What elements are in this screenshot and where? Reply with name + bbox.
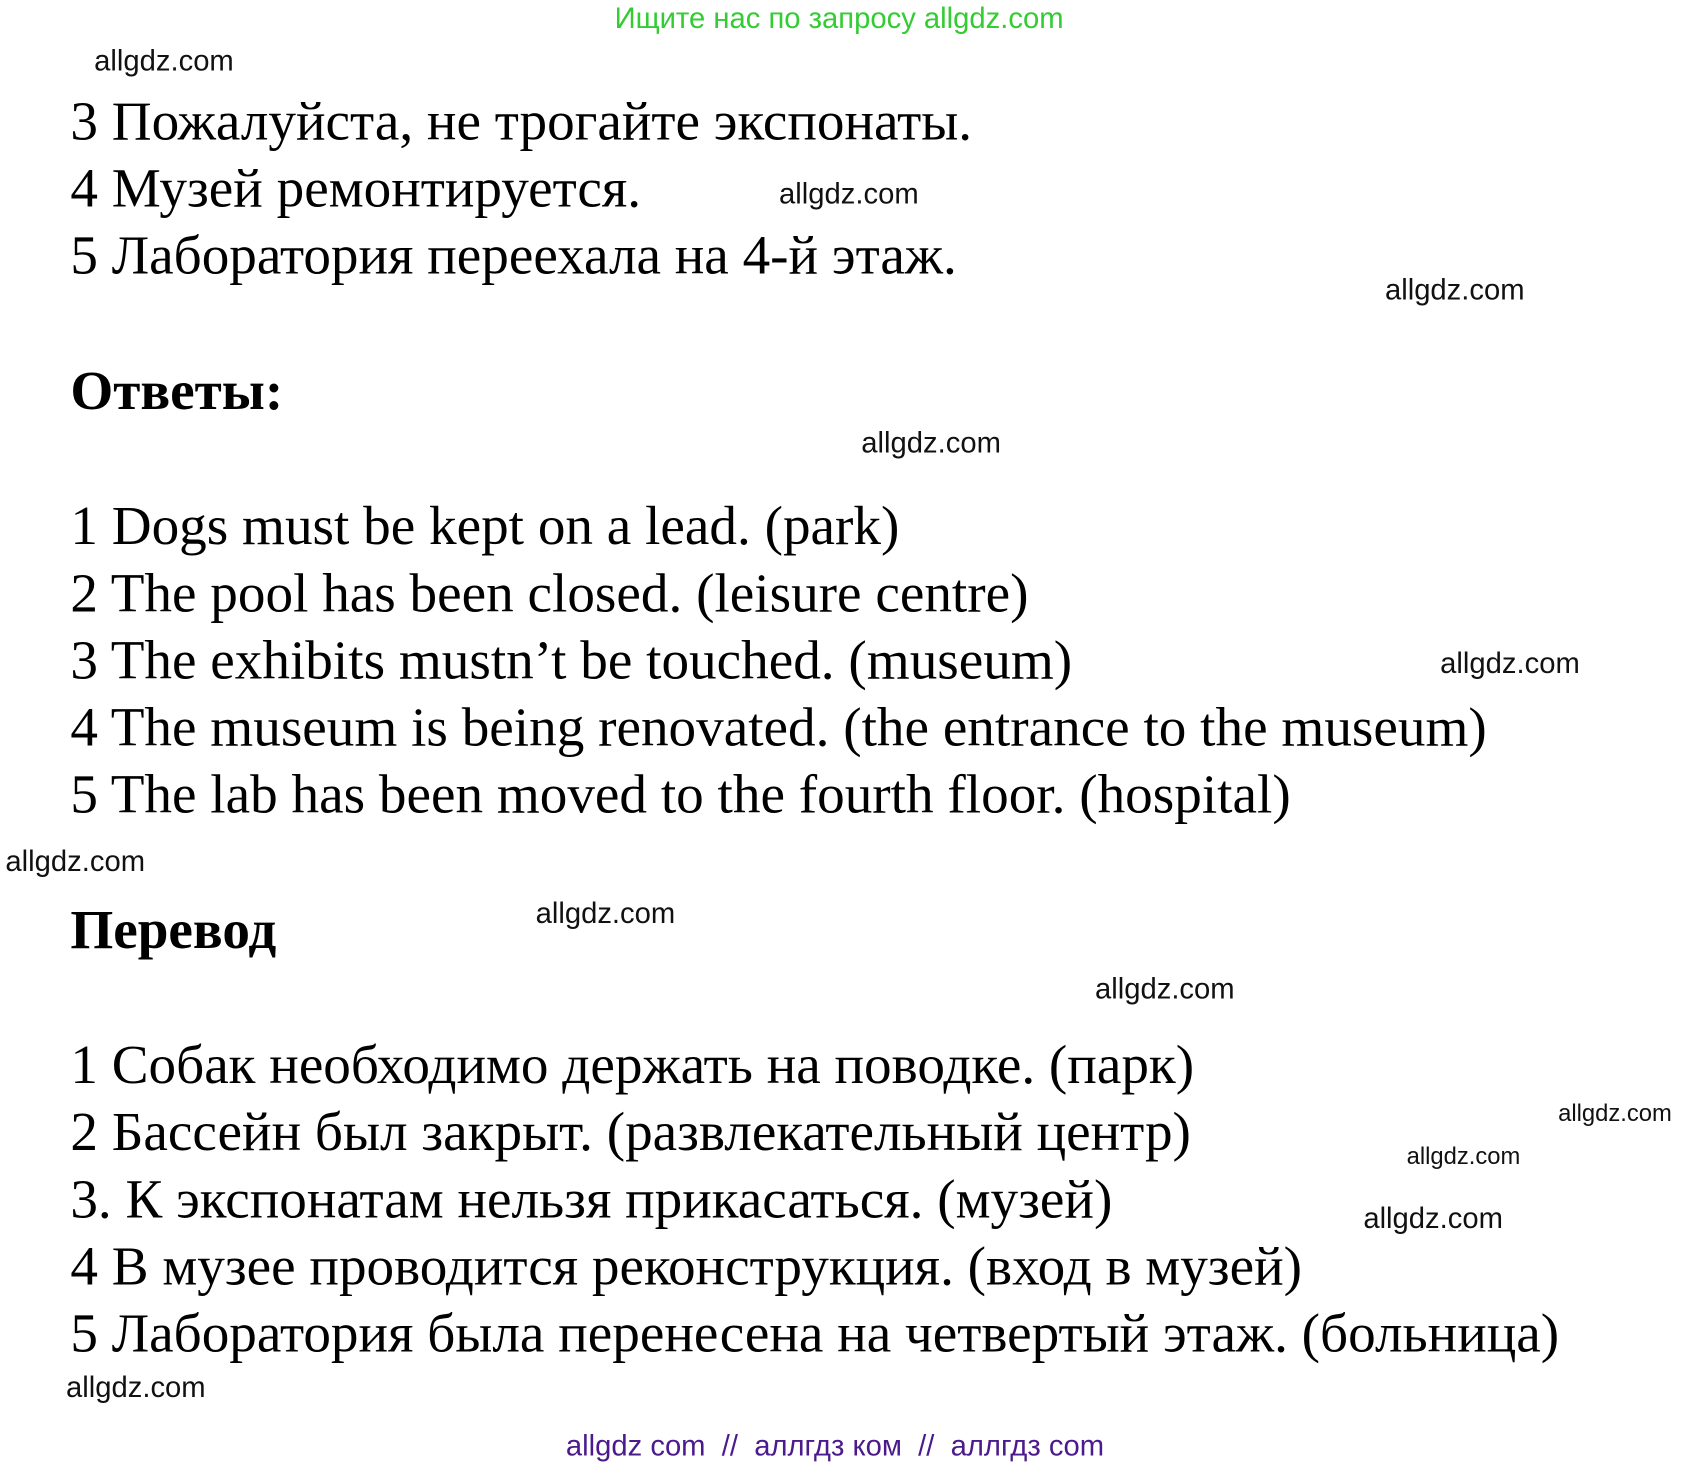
task-line: 3 Пожалуйста, не трогайте экспонаты. [70,91,973,153]
translation-line: 5 Лаборатория была перенесена на четвертый этаж. (больница) [70,1303,1560,1365]
translation-line: 2 Бассейн был закрыт. (развлекательный центр) [70,1102,1191,1164]
watermark: allgdz.com [1363,1202,1503,1235]
translation-line: 3. К экспонатам нельзя прикасаться. (музей) [70,1169,1113,1231]
translation-line: 4 В музее проводится реконструкция. (вход в музей) [70,1236,1303,1298]
answer-line: 2 The pool has been closed. (leisure centre) [70,563,1029,625]
watermark: allgdz.com [1384,273,1525,307]
translation-heading: Перевод [70,900,277,961]
watermark: allgdz.com [94,44,234,77]
watermark: allgdz.com [779,177,919,210]
watermark: allgdz.com [5,845,146,878]
answer-line: 3 The exhibits mustn’t be touched. (museum) [70,630,1073,692]
answers-heading: Ответы: [70,361,284,422]
footer-links: allgdz com // аллгдз ком // аллгдз com [565,1429,1105,1462]
answer-line: 5 The lab has been moved to the fourth floor. (hospital) [70,764,1291,826]
search-banner: Ищите нас по запросу allgdz.com [614,2,1064,35]
task-line: 4 Музей ремонтируется. [70,159,642,220]
watermark: allgdz.com [66,1370,206,1404]
watermark: allgdz.com [1406,1142,1521,1170]
translation-line: 1 Собак необходимо держать на поводке. (парк) [70,1035,1195,1097]
watermark: allgdz.com [535,896,676,930]
watermark: allgdz.com [1440,647,1580,680]
answer-line: 4 The museum is being renovated. (the entrance to the museum) [70,697,1487,759]
task-line: 5 Лаборатория переехала на 4-й этаж. [70,226,957,287]
watermark: allgdz.com [1558,1099,1672,1127]
answer-line: 1 Dogs must be kept on a lead. (park) [70,496,900,558]
watermark: allgdz.com [861,426,1001,459]
watermark: allgdz.com [1094,972,1235,1006]
